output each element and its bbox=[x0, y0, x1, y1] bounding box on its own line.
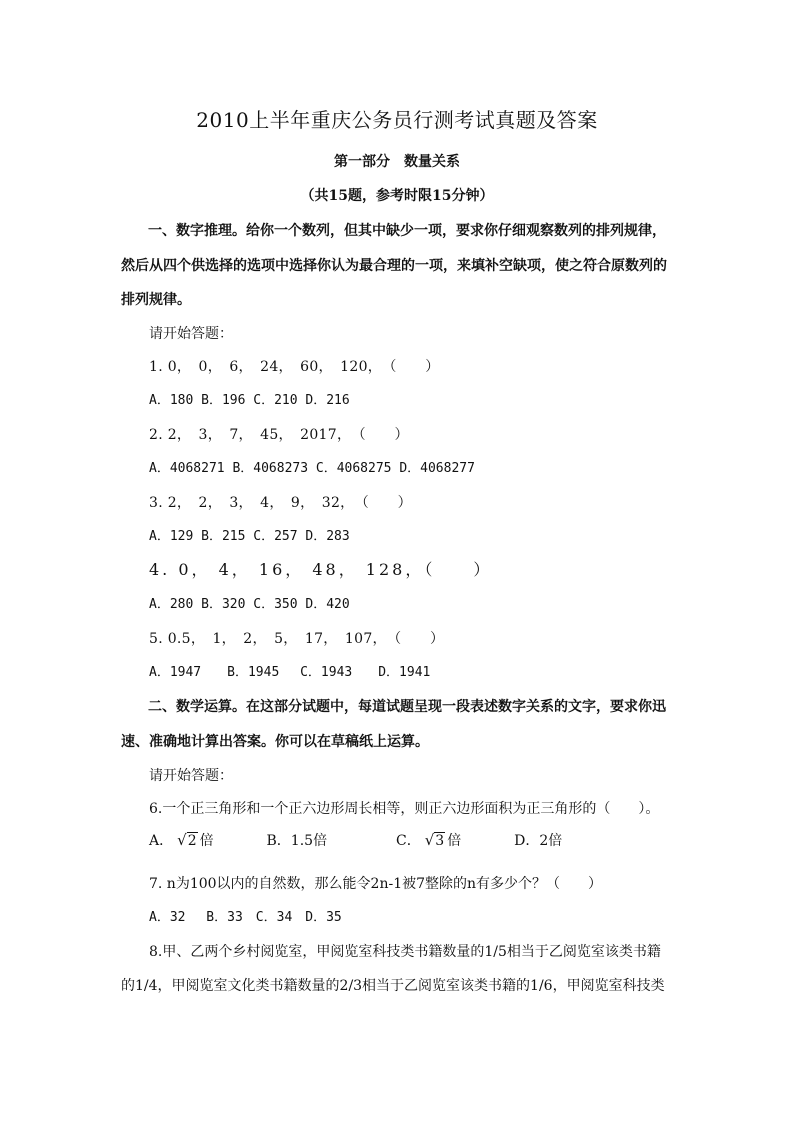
question-1-options: A．180 B．196 C．210 D．216 bbox=[149, 393, 350, 408]
question-5-options: A．1947 B．1945 C．1943 D．1941 bbox=[149, 665, 431, 680]
option-c: C． √3 倍 bbox=[395, 831, 462, 849]
question-3-options: A．129 B．215 C．257 D．283 bbox=[149, 529, 350, 544]
option-b: B．1.5倍 bbox=[266, 833, 328, 849]
section1-intro-line2: 然后从四个供选择的选项中选择你认为最合理的一项，来填补空缺项，使之符合原数列的 bbox=[121, 258, 667, 274]
question-6-options bbox=[149, 830, 562, 851]
question-3: 3. 2， 2， 3， 4， 9， 32， （ ） bbox=[149, 495, 412, 511]
section1-start: 请开始答题： bbox=[149, 326, 233, 342]
question-4: 4. 0， 4， 16， 48， 128，（ ） bbox=[149, 560, 493, 579]
option-d: D．2倍 bbox=[514, 833, 563, 849]
question-8-line2: 的1/4，甲阅览室文化类书籍数量的2/3相当于乙阅览室该类书籍的1/6，甲阅览室科技类 bbox=[121, 978, 665, 994]
sqrt-symbol: √2 bbox=[177, 831, 197, 849]
document-title: 2010上半年重庆公务员行测考试真题及答案 bbox=[196, 108, 598, 132]
question-1: 1. 0， 0， 6， 24， 60， 120， （ ） bbox=[149, 359, 440, 375]
section2-intro-line1: 二、数学运算。在这部分试题中，每道试题呈现一段表述数字关系的文字，要求你迅 bbox=[148, 699, 666, 715]
part-subheading: （共15题，参考时限15分钟） bbox=[300, 188, 494, 204]
question-2-options: A．4068271 B．4068273 C．4068275 D．4068277 bbox=[149, 461, 475, 476]
question-7: 7. n为100以内的自然数，那么能令2n-1被7整除的n有多少个？（ ） bbox=[149, 876, 603, 892]
question-4-options: A．280 B．320 C．350 D．420 bbox=[149, 597, 350, 612]
section1-intro-line1: 一、数字推理。给你一个数列，但其中缺少一项，要求你仔细观察数列的排列规律， bbox=[148, 223, 666, 239]
question-5: 5. 0.5， 1， 2， 5， 17， 107， （ ） bbox=[149, 631, 445, 647]
question-7-options: A．32 B．33 C．34 D．35 bbox=[149, 910, 342, 925]
question-6: 6.一个正三角形和一个正六边形周长相等，则正六边形面积为正三角形的（ ）。 bbox=[149, 801, 660, 817]
section2-start: 请开始答题： bbox=[149, 768, 233, 784]
section2-intro-line2: 速、准确地计算出答案。你可以在草稿纸上运算。 bbox=[121, 734, 429, 750]
part-heading: 第一部分 数量关系 bbox=[334, 154, 460, 170]
question-8-line1: 8.甲、乙两个乡村阅览室，甲阅览室科技类书籍数量的1/5相当于乙阅览室该类书籍 bbox=[149, 944, 661, 960]
question-2: 2. 2， 3， 7， 45， 2017， （ ） bbox=[149, 427, 409, 443]
section1-intro-line3: 排列规律。 bbox=[121, 292, 191, 308]
sqrt-symbol: √3 bbox=[424, 831, 445, 849]
option-a: A． √2 倍 bbox=[149, 831, 214, 849]
